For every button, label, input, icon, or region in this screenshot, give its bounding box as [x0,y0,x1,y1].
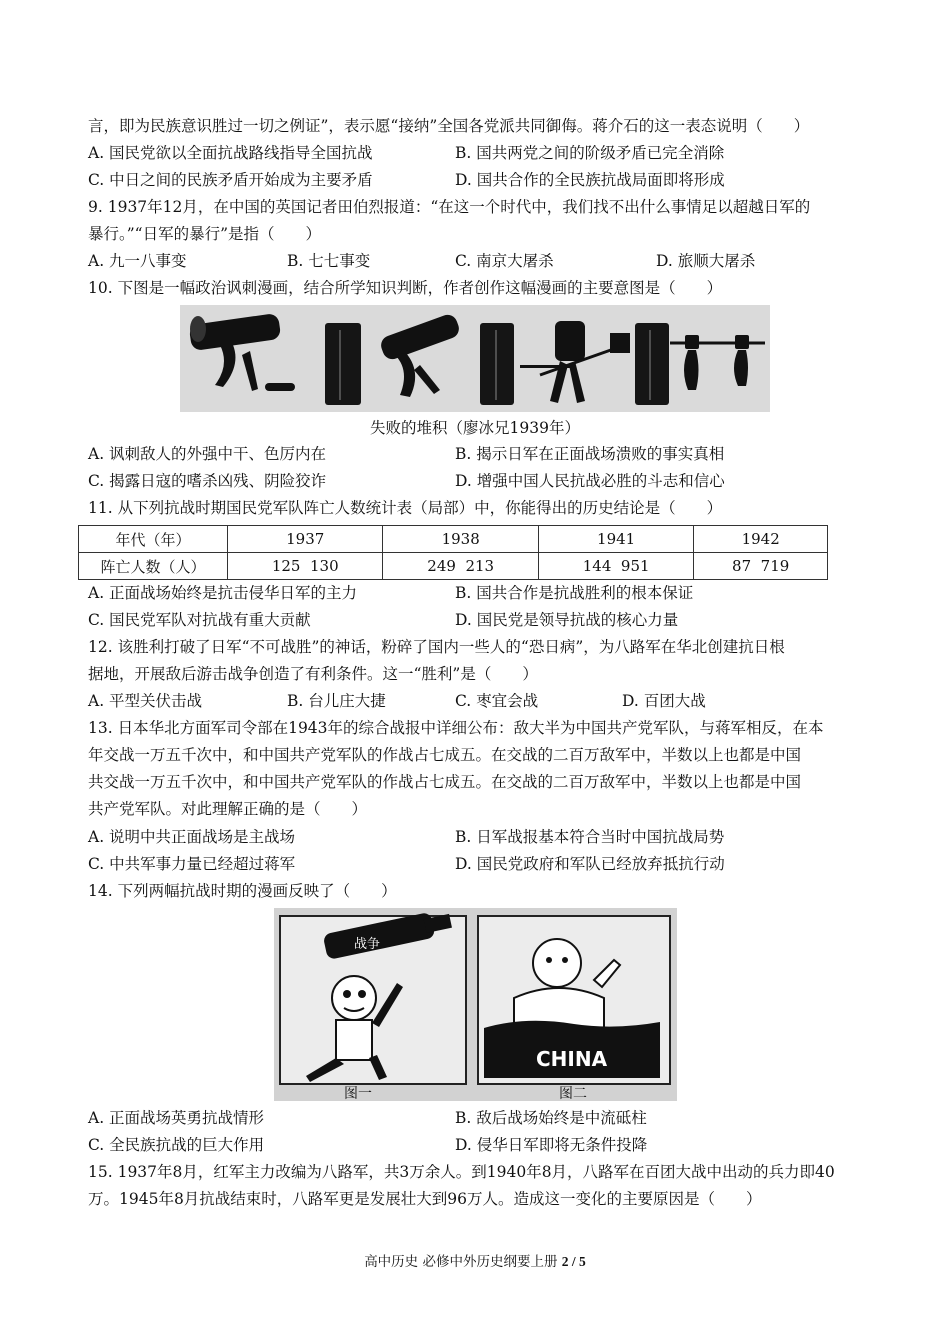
q13-stem-line3: 共交战一万五千次中，和中国共产党军队的作战占七成五。在交战的二百万敌军中，半数以上也都是中国 [88,773,802,791]
table-cell: 87 719 [694,553,828,580]
q9-stem-line2: 暴行。”“日军的暴行”是指（ ） [88,225,322,243]
q11-option-c: C. 国民党军队对抗战有重大贡献 [88,611,311,629]
table-header-cell: 1937 [228,526,383,553]
table-header-cell: 1938 [383,526,538,553]
table-row [79,553,828,580]
q10-option-a: A. 讽刺敌人的外强中干、色厉内在 [88,445,327,463]
page-number: 2 / 5 [561,1254,586,1269]
q11-option-b: B. 国共合作是抗战胜利的根本保证 [455,584,694,602]
q12-option-d: D. 百团大战 [622,692,706,710]
table-header-cell: 1941 [538,526,693,553]
q11-option-a: A. 正面战场始终是抗击侵华日军的主力 [88,584,358,602]
table-cell: 125 130 [228,553,383,580]
q14-option-c: C. 全民族抗战的巨大作用 [88,1136,265,1154]
q8-option-d: D. 国共合作的全民族抗战局面即将形成 [455,171,725,189]
table-cell: 144 951 [538,553,693,580]
q12-stem-line1: 12. 该胜利打破了日军“不可战胜”的神话，粉碎了国内一些人的“恐日病”，为八路军在华北创建抗日根 [88,638,785,656]
cartoons-figure [274,908,677,1101]
q11-option-d: D. 国民党是领导抗战的核心力量 [455,611,679,629]
figure-label-2: 图二 [559,1086,587,1101]
q9-option-a: A. 九一八事变 [88,252,187,270]
q10-option-c: C. 揭露日寇的嗜杀凶残、阴险狡诈 [88,472,327,490]
q10-figure-caption: 失败的堆积（廖冰兄1939年） [370,419,580,437]
q8-option-b: B. 国共两党之间的阶级矛盾已完全消除 [455,144,725,162]
q13-option-c: C. 中共军事力量已经超过蒋军 [88,855,296,873]
casualty-table [78,525,828,580]
figure-label-1: 图一 [344,1086,372,1101]
q8-option-c: C. 中日之间的民族矛盾开始成为主要矛盾 [88,171,373,189]
q15-stem-line2: 万。1945年8月抗战结束时，八路军更是发展壮大到96万人。造成这一变化的主要原因是（ ） [88,1190,762,1208]
q15-stem-line1: 15. 1937年8月，红军主力改编为八路军，共3万余人。到1940年8月，八路军在百团大战中出动的兵力即40 [88,1163,835,1181]
table-header-row [79,526,828,553]
q14-option-d: D. 侵华日军即将无条件投降 [455,1136,648,1154]
q11-stem: 11. 从下列抗战时期国民党军队阵亡人数统计表（局部）中，你能得出的历史结论是（ ） [88,499,723,517]
cartoon-failure-pile [180,305,770,412]
q14-option-b: B. 敌后战场始终是中流砥柱 [455,1109,647,1127]
bottle-label: 战争 [354,937,381,952]
q13-stem-line2: 年交战一万五千次中，和中国共产党军队的作战占七成五。在交战的二百万敌军中，半数以上也都是中国 [88,746,802,764]
cartoons-drawing [274,908,677,1101]
q13-option-b: B. 日军战报基本符合当时中国抗战局势 [455,828,725,846]
q13-stem-line4: 共产党军队。对此理解正确的是（ ） [88,800,368,818]
q9-option-b: B. 七七事变 [287,252,371,270]
q10-stem: 10. 下图是一幅政治讽刺漫画，结合所学知识判断，作者创作这幅漫画的主要意图是（ ） [88,279,723,297]
table-cell: 249 213 [383,553,538,580]
q9-option-c: C. 南京大屠杀 [455,252,554,270]
table-header-cell: 1942 [694,526,828,553]
page-footer [0,1250,950,1270]
q13-option-a: A. 说明中共正面战场是主战场 [88,828,296,846]
china-label: CHINA [536,1047,608,1071]
footer-title: 高中历史 必修中外历史纲要上册 [364,1254,558,1270]
q12-option-c: C. 枣宜会战 [455,692,539,710]
q8-option-a: A. 国民党欲以全面抗战路线指导全国抗战 [88,144,373,162]
q13-option-d: D. 国民党政府和军队已经放弃抵抗行动 [455,855,725,873]
q12-stem-line2: 据地，开展敌后游击战争创造了有利条件。这一“胜利”是（ ） [88,665,538,683]
q14-option-a: A. 正面战场英勇抗战情形 [88,1109,265,1127]
q9-stem-line1: 9. 1937年12月，在中国的英国记者田伯烈报道：“在这一个时代中，我们找不出什么事情足以超越日军的 [88,198,811,216]
q10-option-d: D. 增强中国人民抗战必胜的斗志和信心 [455,472,725,490]
table-cell: 阵亡人数（人） [79,553,228,580]
q12-option-b: B. 台儿庄大捷 [287,692,386,710]
q14-stem: 14. 下列两幅抗战时期的漫画反映了（ ） [88,882,397,900]
q12-option-a: A. 平型关伏击战 [88,692,203,710]
table-header-cell: 年代（年） [79,526,228,553]
cartoon-drawing [180,305,770,412]
q13-stem-line1: 13. 日本华北方面军司令部在1943年的综合战报中详细公布：敌大半为中国共产党军队，与蒋军相反，在本 [88,719,824,737]
q8-stem-continuation: 言，即为民族意识胜过一切之例证”，表示愿“接纳”全国各党派共同御侮。蒋介石的这一表态说明（ ） [88,117,810,135]
q10-option-b: B. 揭示日军在正面战场溃败的事实真相 [455,445,725,463]
q9-option-d: D. 旅顺大屠杀 [656,252,756,270]
